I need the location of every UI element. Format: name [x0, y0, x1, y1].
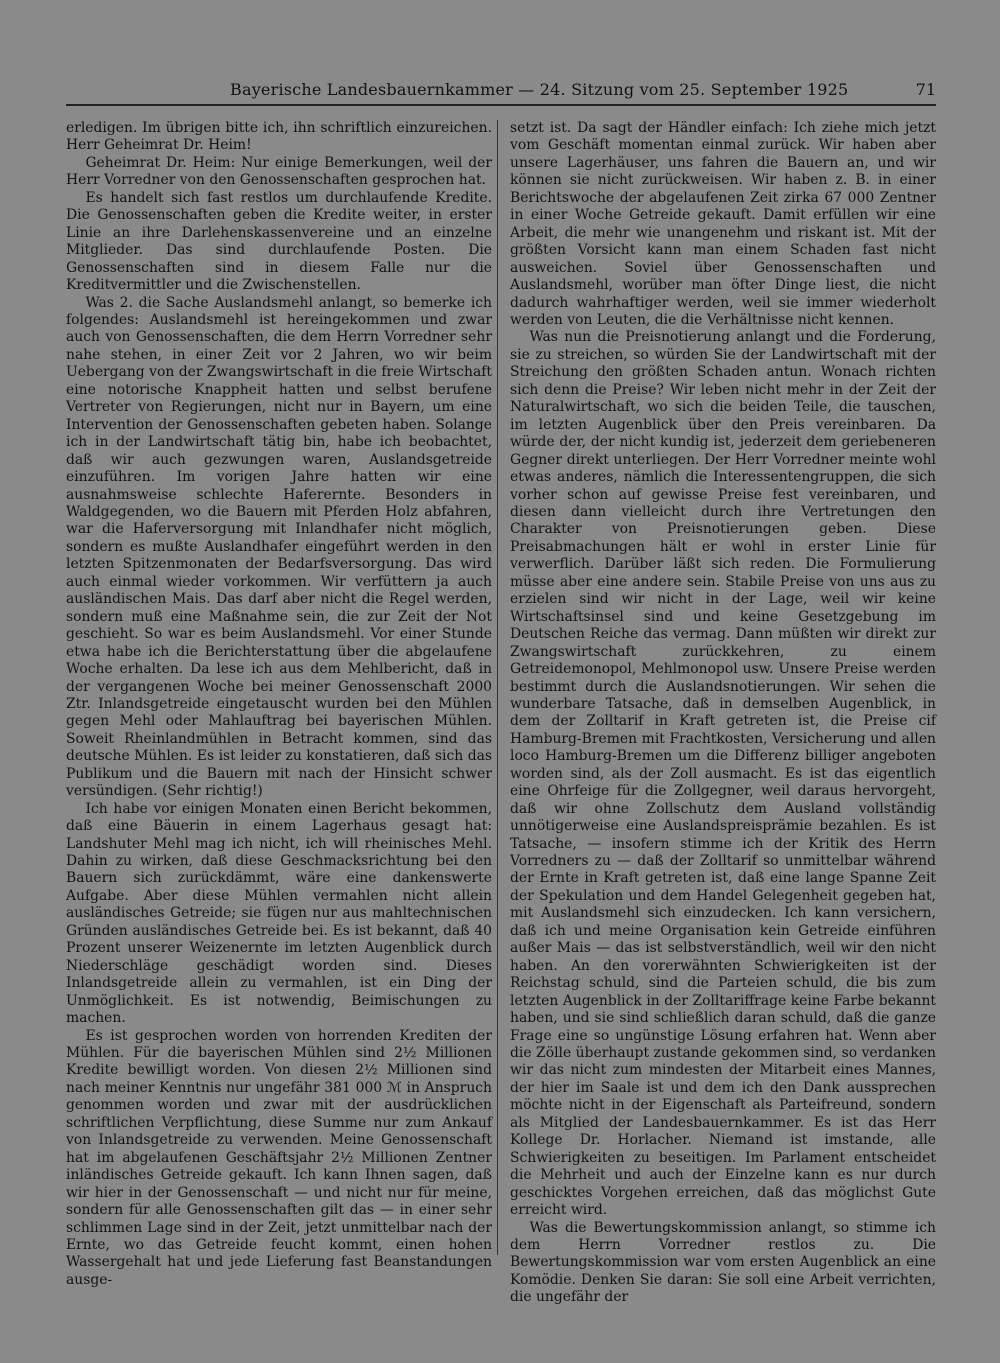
paragraph: Es handelt sich fast restlos um durchlaufende Kredite. Die Genossenschaften geben die Kredite weiter, in erster Linie an ihre Darlehenskassenvereine und an einzelne Mitglieder. Das sind durchlaufende Posten. Die Genossenschaften sind in diesem Falle nur die Kreditvermittler und die Zwischenstellen.: [66, 189, 492, 294]
running-head: Bayerische Landesbauernkammer — 24. Sitzung vom 25. September 1925: [230, 80, 849, 99]
paragraph: setzt ist. Da sagt der Händler einfach: Ich ziehe mich jetzt vom Geschäft momentan einmal zurück. Wir haben aber unsere Lagerhäuser, uns fahren die Bauern an, und wir können sie nicht zurückweisen. Wir haben z. B. in einer Berichtswoche der abgelaufenen Zeit zirka 67 000 Zentner in einer Woche Getreide gekauft. Damit erfüllen wir eine Arbeit, die mehr wie unangenehm und riskant ist. Mit der größten Vorsicht kann man einem Schaden fast nicht ausweichen. Soviel über Genossenschaften und Auslandsmehl, worüber man öfter Dinge liest, die nicht dadurch wahrhaftiger werden, weil sie immer wiederholt werden von Leuten, die die Verhältnisse nicht kennen.: [510, 120, 936, 328]
right-column: [510, 120, 936, 1307]
paragraph: Ich habe vor einigen Monaten einen Bericht bekommen, daß eine Bäuerin in einem Lagerhaus gesagt hat: Landshuter Mehl mag ich nicht, ich will rheinisches Mehl. Dahin zu wirken, daß diese Geschmacksrichtung bei den Bauern sich zurückdämmt, wäre eine dankenswerte Aufgabe. Aber diese Mühlen vermahlen nicht allein ausländisches Getreide; sie fügen nur aus mahltechnischen Gründen ausländisches Getreide bei. Es ist bekannt, daß 40 Prozent unserer Weizenernte im letzten Augenblick durch Niederschläge geschädigt worden sind. Dieses Inlandsgetreide allein zu vermahlen, ist ein Ding der Unmöglichkeit. Es ist notwendig, Beimischungen zu machen.: [66, 800, 492, 1027]
header-rule: [66, 104, 936, 106]
paragraph: Was nun die Preisnotierung anlangt und die Forderung, sie zu streichen, so würden Sie der Landwirtschaft mit der Streichung den größten Schaden antun. Wonach richten sich denn die Preise? Wir leben nicht mehr in der Zeit der Naturalwirtschaft, wo sich die beiden Teile, die tauschen, im letzten Augenblick über den Preis vereinbaren. Da würde der, der nicht kundig ist, jederzeit dem geriebeneren Gegner direkt unterliegen. Der Herr Vorredner meinte wohl etwas anderes, nämlich die Interessentengruppen, die sich vorher schon auf gewisse Preise fest vereinbaren, und diesen dann vielleicht durch ihre Vertretungen den Charakter von Preisnotierungen geben. Diese Preisabmachungen hält er wohl in erster Linie für verwerflich. Darüber läßt sich reden. Die Formulierung müsse aber eine andere sein. Stabile Preise von uns aus zu erzielen sind wir nicht in der Lage, weil wir keine Wirtschaftsinsel sind und keine Gesetzgebung im Deutschen Reiche das vermag. Dann müßten wir direkt zur Zwangswirtschaft zurückkehren, zu einem Getreidemonopol, Mehlmonopol usw. Unsere Preise werden bestimmt durch die Auslandsnotierungen. Wir sehen die wunderbare Tatsache, daß in demselben Augenblick, in dem der Zolltarif in Kraft getreten ist, die Preise cif Hamburg-Bremen mit Frachtkosten, Versicherung und allen loco Hamburg-Bremen um die Differenz billiger angeboten worden sind, als der Zoll ausmacht. Es ist das eigentlich eine Ohrfeige für die Zollgegner, weil daraus hervorgeht, daß wir ohne Zollschutz dem Ausland vollständig unnötigerweise eine Auslandspreisprämie bezahlen. Es ist Tatsache, — insofern stimme ich der Kritik des Herrn Vorredners zu — daß der Zolltarif so unmittelbar während der Ernte in Kraft getreten ist, daß eine lange Spanne Zeit der Spekulation und dem Handel Gelegenheit gegeben hat, mit Auslandsmehl sich einzudecken. Ich kann versichern, daß ich und meine Organisation kein Getreide einführen außer Mais — das ist selbstverständlich, weil wir den nicht haben. An den vorerwähnten Schwierigkeiten ist der Reichstag schuld, sind die Parteien schuld, die bis zum letzten Augenblick in der Zolltariffrage keine Farbe bekannt haben, und sie sind schließlich daran schuld, daß die ganze Frage eine so ungünstige Lösung erfahren hat. Wenn aber die Zölle überhaupt zustande gekommen sind, so verdanken wir das nicht zum mindesten der Mitarbeit eines Mannes, der hier im Saale ist und dem ich den Dank aussprechen möchte nicht in der Eigenschaft als Parteifreund, sondern als Mitglied der Landesbauernkammer. Es ist das Herr Kollege Dr. Horlacher. Niemand ist imstande, alle Schwierigkeiten zu beseitigen. Im Parlament entscheidet die Mehrheit und auch der Einzelne kann es nur durch geschicktes Vorgehen erreichen, daß das möglichst Gute erreicht wird.: [510, 329, 936, 1219]
left-column: [66, 120, 492, 1289]
paragraph: Geheimrat Dr. Heim: Nur einige Bemerkungen, weil der Herr Vorredner von den Genossenschaften gesprochen hat.: [66, 154, 492, 189]
paragraph: Es ist gesprochen worden von horrenden Krediten der Mühlen. Für die bayerischen Mühlen sind 2½ Millionen Kredite bewilligt worden. Von diesen 2½ Millionen sind nach meiner Kenntnis nur ungefähr 381 000 ℳ in Anspruch genommen worden und zwar mit der ausdrücklichen schriftlichen Verpflichtung, diese Summe nur zum Ankauf von Inlandsgetreide zu verwenden. Meine Genossenschaft hat im abgelaufenen Geschäftsjahr 2½ Millionen Zentner inländisches Getreide gekauft. Ich kann Ihnen sagen, daß wir hier in der Genossenschaft — und nicht nur für meine, sondern für alle Genossenschaften gilt das — in einer sehr schlimmen Lage sind in der Zeit, jetzt unmittelbar nach der Ernte, wo das Getreide feucht kommt, einen hohen Wassergehalt hat und jede Lieferung fast Beanstandungen ausge-: [66, 1027, 492, 1288]
paragraph: Was die Bewertungskommission anlangt, so stimme ich dem Herrn Vorredner restlos zu. Die Bewertungskommission war vom ersten Augenblick an eine Komödie. Denken Sie daran: Sie soll eine Arbeit verrichten, die ungefähr der: [510, 1219, 936, 1306]
paragraph: erledigen. Im übrigen bitte ich, ihn schriftlich einzureichen. Herr Geheimrat Dr. Heim!: [66, 120, 492, 154]
page-number: 71: [915, 80, 936, 99]
column-divider: [497, 120, 498, 1255]
paragraph: Was 2. die Sache Auslandsmehl anlangt, so bemerke ich folgendes: Auslandsmehl ist hereingekommen und zwar auch von Genossenschaften, die dem Herrn Vorredner sehr nahe stehen, in einer Zeit vor 2 Jahren, wo wir beim Uebergang von der Zwangswirtschaft in die freie Wirtschaft eine notorische Knappheit hatten und selbst berufene Vertreter von Regierungen, nicht nur in Bayern, um eine Intervention der Genossenschaften gebeten haben. Solange ich in der Landwirtschaft tätig bin, habe ich beobachtet, daß wir auch gezwungen waren, Auslandsgetreide einzuführen. Im vorigen Jahre hatten wir eine ausnahmsweise schlechte Haferernte. Besonders in Waldgegenden, wo die Bauern mit Pferden Holz abfahren, war die Haferversorgung mit Inlandhafer nicht möglich, sondern es mußte Auslandhafer eingeführt werden in den letzten Spitzenmonaten der Bedarfsversorgung. Das wird auch einmal wieder vorkommen. Wir verfüttern ja auch ausländischen Mais. Das darf aber nicht die Regel werden, sondern muß eine Maßnahme sein, die zur Zeit der Not geschieht. So war es beim Auslandsmehl. Vor einer Stunde etwa habe ich die Berichterstattung über die abgelaufene Woche erhalten. Da lese ich aus dem Mehlbericht, daß in der vergangenen Woche bei meiner Genossenschaft 2000 Ztr. Inlandsgetreide eingetauscht wurden bei den Mühlen gegen Mehl oder Mahlauftrag bei bayerischen Mühlen. Soweit Rheinlandmühlen in Betracht kommen, sind das deutsche Mühlen. Es ist leider zu konstatieren, daß sich das Publikum und die Bauern mit nach der Hinsicht schwer versündigen. (Sehr richtig!): [66, 294, 492, 800]
